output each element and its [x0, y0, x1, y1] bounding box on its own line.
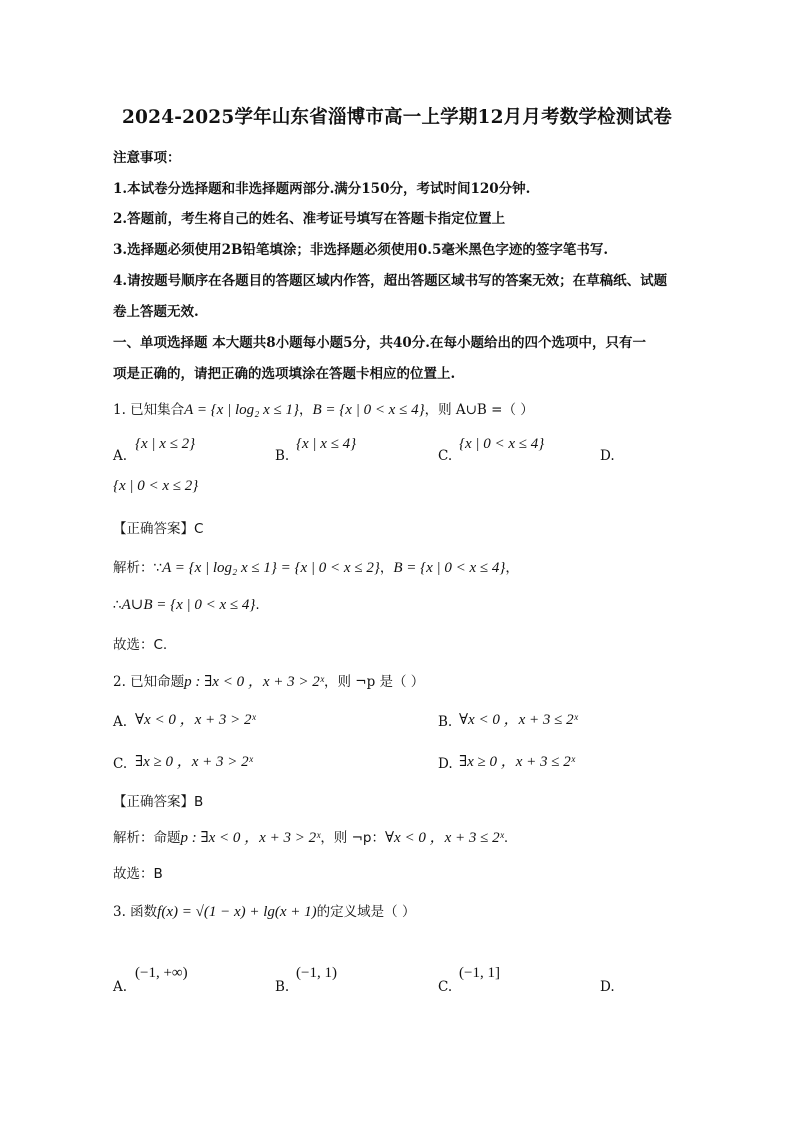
- page-title: 2024-2025学年山东省淄博市高一上学期12月月考数学检测试卷: [121, 107, 672, 128]
- solution-negation-label: ，则 ¬p：: [320, 830, 385, 846]
- notice-heading: 注意事项：: [113, 150, 181, 166]
- question-number: 1. 已知集合: [113, 402, 185, 418]
- solution-formula: B = {x | 0 < x ≤ 4}: [393, 560, 506, 576]
- answer-label: 【正确答案】C: [113, 521, 204, 537]
- question-2-stem: [113, 670, 424, 691]
- notice-item: 1.本试卷分选择题和非选择题两部分.满分150分，考试时间120分钟.: [113, 181, 531, 197]
- option-a: {x | x ≤ 2}: [135, 436, 196, 452]
- option-c: {x | 0 < x ≤ 4}: [459, 436, 545, 452]
- question-number: 3. 函数: [113, 904, 158, 920]
- solution-line: [113, 556, 519, 577]
- separator: ，: [505, 560, 519, 576]
- option-a: (−1, +∞): [135, 965, 188, 981]
- question-1-stem: [113, 398, 534, 419]
- question-number: 2. 已知命题: [113, 674, 185, 690]
- solution-line: [113, 826, 508, 847]
- option-c-label: C.: [438, 448, 453, 464]
- notice-item: 卷上答题无效.: [113, 304, 199, 320]
- option-b: (−1, 1): [296, 965, 337, 981]
- function-formula: f(x) = √(1 − x) + lg(x + 1): [157, 904, 317, 920]
- section-heading-cont: 项是正确的，请把正确的选项填涂在答题卡相应的位置上.: [113, 366, 456, 382]
- option-d-label: D.: [600, 979, 615, 995]
- option-a: ∀x < 0 ，x + 3 > 2ˣ: [135, 712, 256, 728]
- option-d-label: D.: [600, 448, 615, 464]
- set-b-formula: B = {x | 0 < x ≤ 4}: [312, 402, 425, 418]
- solution-formula: A∪B = {x | 0 < x ≤ 4}: [121, 597, 256, 613]
- question-ask: ，则 ¬p 是（ ）: [323, 674, 425, 690]
- separator: ，: [379, 560, 394, 576]
- conclusion: 故选：B: [113, 866, 163, 882]
- solution-line: [113, 594, 260, 614]
- section-heading: 一、单项选择题 本大题共8小题每小题5分，共40分.在每小题给出的四个选项中，只有一: [113, 335, 646, 351]
- notice-item: 3.选择题必须使用2B铅笔填涂；非选择题必须使用0.5毫米黑色字迹的签字笔书写.: [113, 242, 609, 258]
- set-a-formula: A = {x | log₂ x ≤ 1}: [184, 402, 299, 418]
- notice-item: 2.答题前，考生将自己的姓名、准考证号填写在答题卡指定位置上: [113, 211, 506, 227]
- option-b-label: B.: [275, 448, 290, 464]
- question-ask: 的定义域是（ ）: [316, 904, 416, 920]
- option-c-label: C.: [438, 979, 453, 995]
- option-b: {x | x ≤ 4}: [296, 436, 357, 452]
- solution-formula: p : ∃x < 0 ，x + 3 > 2ˣ: [180, 830, 321, 846]
- option-c-label: C.: [113, 756, 128, 772]
- solution-formula: A = {x | log₂ x ≤ 1} = {x | 0 < x ≤ 2}: [162, 560, 380, 576]
- therefore-symbol: ∴: [113, 597, 122, 613]
- option-b-label: B.: [275, 979, 290, 995]
- separator: .: [255, 597, 260, 613]
- separator: .: [503, 830, 509, 846]
- separator: ，: [299, 402, 313, 418]
- proposition-formula: p : ∃x < 0 ，x + 3 > 2ˣ: [184, 674, 324, 690]
- option-b: ∀x < 0 ，x + 3 ≤ 2ˣ: [459, 712, 578, 728]
- option-a-label: A.: [113, 979, 128, 995]
- option-d: {x | 0 < x ≤ 2}: [113, 478, 199, 494]
- option-b-label: B.: [438, 714, 453, 730]
- option-d: ∃x ≥ 0 ，x + 3 ≤ 2ˣ: [459, 754, 576, 770]
- question-3-stem: [113, 900, 415, 921]
- notice-item: 4.请按题号顺序在各题目的答题区域内作答，超出答题区域书写的答案无效；在草稿纸、试题: [113, 273, 668, 289]
- question-ask: ，则 A∪B =（ ）: [424, 402, 534, 418]
- option-c: (−1, 1]: [459, 965, 500, 981]
- option-a-label: A.: [113, 714, 128, 730]
- solution-prefix: 解析：∵: [113, 560, 163, 576]
- option-c: ∃x ≥ 0 ，x + 3 > 2ˣ: [135, 754, 253, 770]
- option-d-label: D.: [438, 756, 453, 772]
- option-a-label: A.: [113, 448, 128, 464]
- solution-prefix: 解析：命题: [113, 830, 181, 846]
- solution-formula: ∀x < 0 ，x + 3 ≤ 2ˣ: [385, 830, 504, 846]
- answer-label: 【正确答案】B: [113, 794, 204, 810]
- conclusion: 故选：C.: [113, 637, 168, 653]
